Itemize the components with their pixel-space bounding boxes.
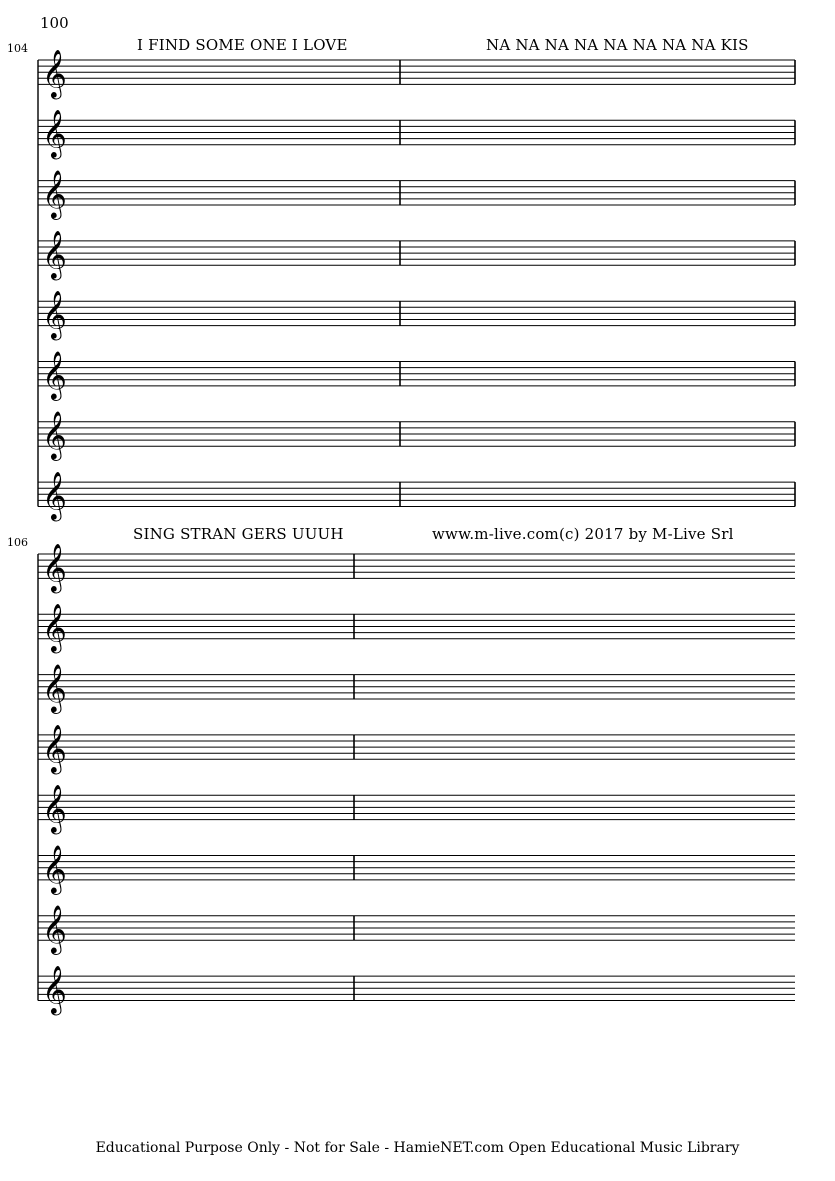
treble-clef-icon: 𝄞	[42, 410, 67, 460]
treble-clef-icon: 𝄞	[42, 169, 67, 218]
treble-clef-icon: 𝄞	[42, 542, 67, 592]
treble-clef-icon: 𝄞	[42, 289, 67, 339]
treble-clef-icon: 𝄞	[42, 602, 67, 652]
measure-number-system-1: 104	[7, 42, 28, 55]
lyric-line-1: I FIND SOME ONE I LOVE	[137, 36, 348, 54]
measure-number-system-2: 106	[7, 536, 28, 549]
footer-note: Educational Purpose Only - Not for Sale - HamieNET.com Open Educational Music Library	[95, 1140, 740, 1156]
treble-clef-icon: 𝄞	[42, 663, 67, 712]
treble-clef-icon: 𝄞	[42, 108, 67, 158]
treble-clef-icon: 𝄞	[42, 843, 67, 893]
treble-clef-icon: 𝄞	[42, 48, 67, 98]
treble-clef-icon: 𝄞	[42, 723, 67, 773]
treble-clef-icon: 𝄞	[42, 783, 67, 833]
treble-clef-icon: 𝄞	[42, 229, 67, 279]
lyric-line-2: NA NA NA NA NA NA NA NA KIS	[486, 36, 749, 54]
copyright-notice: www.m-live.com(c) 2017 by M-Live Srl	[432, 525, 734, 543]
treble-clef-icon: 𝄞	[42, 964, 67, 1014]
treble-clef-icon: 𝄞	[42, 349, 67, 399]
page-number: 100	[40, 14, 69, 32]
treble-clef-icon: 𝄞	[42, 904, 67, 954]
lyric-line-3: SING STRAN GERS UUUH	[133, 525, 344, 543]
treble-clef-icon: 𝄞	[42, 470, 67, 520]
